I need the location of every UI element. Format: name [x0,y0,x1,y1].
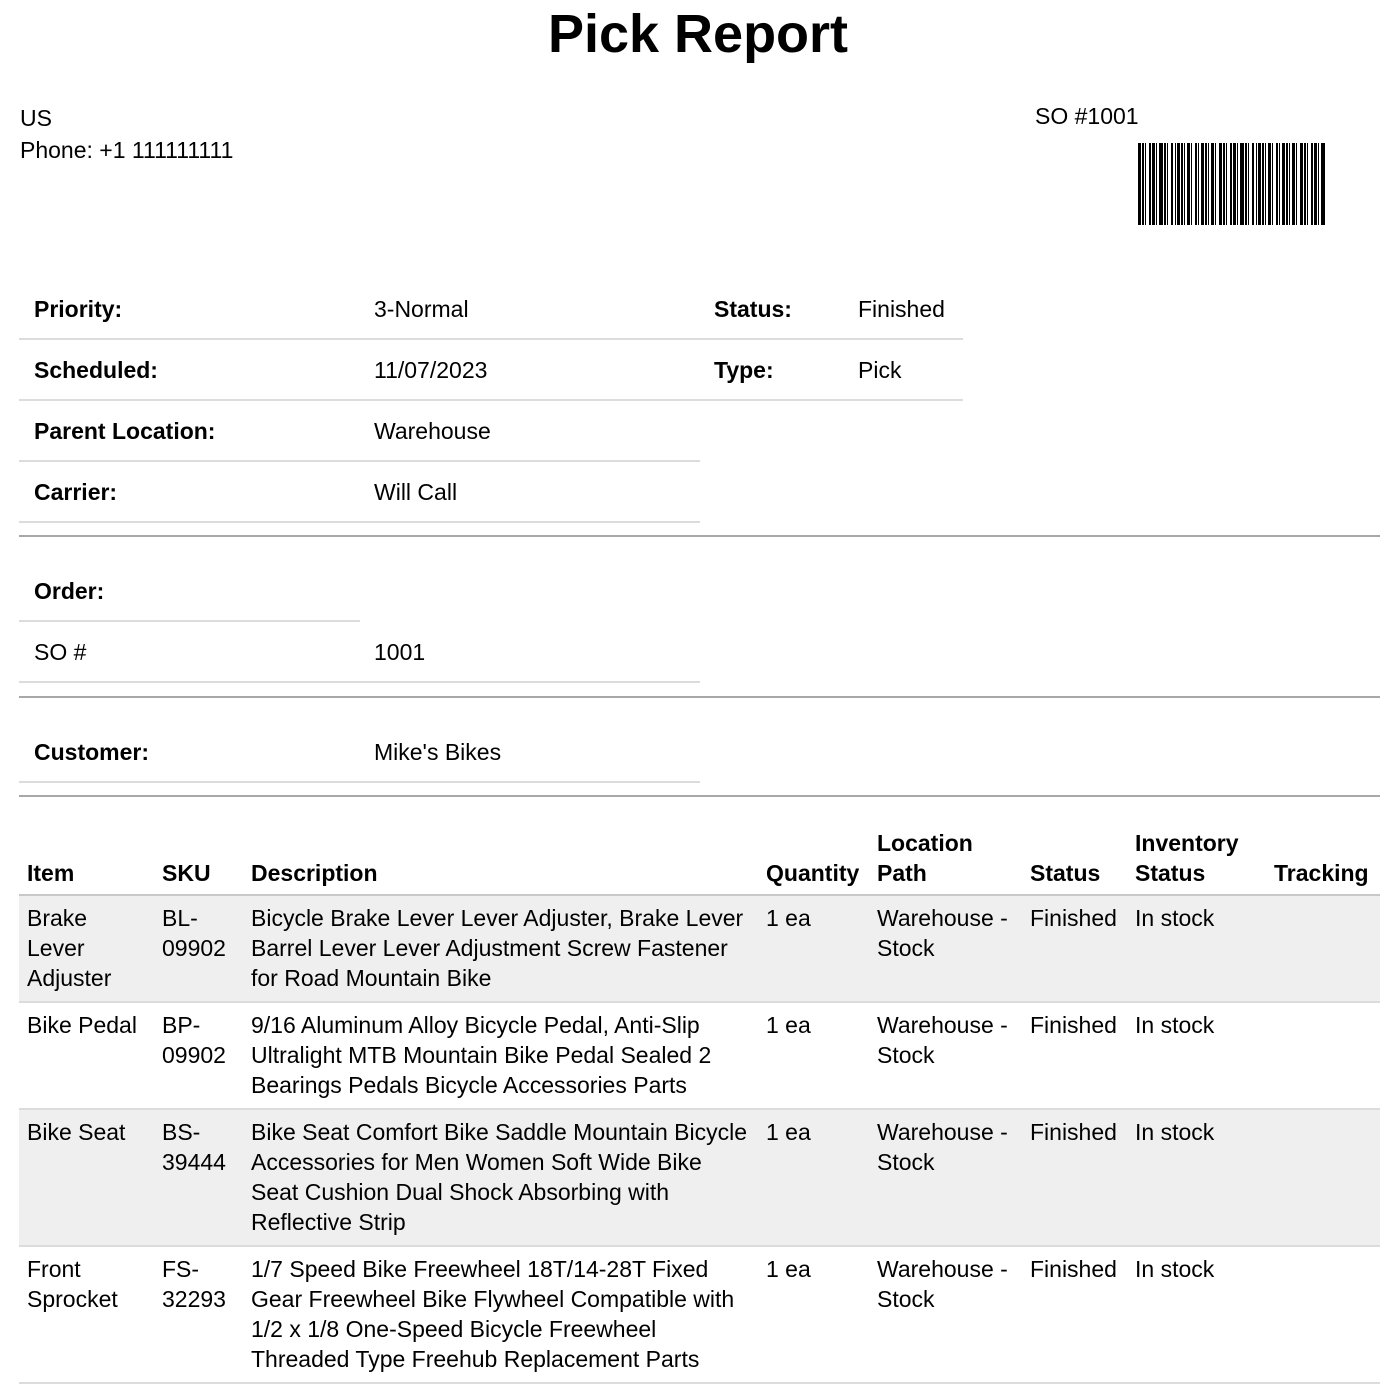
details-row-priority [19,280,963,340]
cell-location-path: Warehouse - Stock [869,895,1022,1002]
status-value: Finished [858,296,945,322]
cell-sku: BS-39444 [154,1109,243,1246]
priority-value: 3-Normal [374,296,469,322]
col-header-location-path: Location Path [869,820,1022,895]
col-header-quantity: Quantity [758,820,869,895]
cell-location-path: Warehouse - Stock [869,1246,1022,1383]
type-value: Pick [858,357,902,383]
section-divider [19,795,1380,797]
cell-quantity: 1 ea [758,1002,869,1109]
status-label: Status: [714,296,792,322]
page-title: Pick Report [547,4,849,64]
table-header-row [19,820,1380,895]
cell-quantity: 1 ea [758,1246,869,1383]
cell-quantity: 1 ea [758,1109,869,1246]
scheduled-label: Scheduled: [34,357,158,383]
col-header-sku: SKU [154,820,243,895]
order-so-label: SO # [34,639,87,665]
customer-value: Mike's Bikes [374,739,502,765]
cell-inventory-status: In stock [1127,895,1266,1002]
cell-tracking [1266,1109,1380,1246]
col-header-description: Description [243,820,758,895]
cell-location-path: Warehouse - Stock [869,1109,1022,1246]
cell-description: Bicycle Brake Lever Lever Adjuster, Brake Lever Barrel Lever Lever Adjustment Screw Fastener for Road Mountain Bike [243,895,758,1002]
parent-location-label: Parent Location: [34,418,216,444]
barcode-image [1138,143,1326,225]
col-header-tracking: Tracking [1266,820,1380,895]
cell-status: Finished [1022,1002,1127,1109]
cell-tracking [1266,1002,1380,1109]
scheduled-value: 11/07/2023 [374,357,488,383]
cell-status: Finished [1022,895,1127,1002]
col-header-item: Item [19,820,154,895]
cell-sku: BL-09902 [154,895,243,1002]
col-header-status: Status [1022,820,1127,895]
cell-status: Finished [1022,1109,1127,1246]
cell-item: Bike Pedal [19,1002,154,1109]
cell-tracking [1266,895,1380,1002]
section-divider [19,696,1380,698]
section-divider [19,535,1380,537]
cell-tracking [1266,1246,1380,1383]
cell-item: Bike Seat [19,1109,154,1246]
customer-row [19,723,700,783]
order-so-row [19,623,700,683]
type-label: Type: [714,357,774,383]
parent-location-value: Warehouse [374,418,491,444]
table-row [19,895,1380,1002]
cell-quantity: 1 ea [758,895,869,1002]
cell-inventory-status: In stock [1127,1109,1266,1246]
company-phone: Phone: +1 111111111 [20,137,234,163]
so-number-header: SO #1001 [1035,103,1139,129]
details-row-parent-location [19,402,700,462]
cell-description: 9/16 Aluminum Alloy Bicycle Pedal, Anti-Slip Ultralight MTB Mountain Bike Pedal Sealed 2 Bearings Pedals Bicycle Accessories Parts [243,1002,758,1109]
details-row-carrier [19,463,700,523]
table-row [19,1002,1380,1109]
company-country: US [20,105,52,131]
cell-item: Brake Lever Adjuster [19,895,154,1002]
cell-inventory-status: In stock [1127,1002,1266,1109]
order-heading-row [19,562,360,622]
cell-inventory-status: In stock [1127,1246,1266,1383]
details-row-scheduled [19,341,963,401]
pick-items-table [19,820,1380,1384]
cell-description: Bike Seat Comfort Bike Saddle Mountain Bicycle Accessories for Men Women Soft Wide Bike Seat Cushion Dual Shock Absorbing with Reflective Strip [243,1109,758,1246]
cell-description: 1/7 Speed Bike Freewheel 18T/14-28T Fixed Gear Freewheel Bike Flywheel Compatible with 1/2 x 1/8 One-Speed Bicycle Freewheel Threaded Type Freehub Replacement Parts [243,1246,758,1383]
cell-sku: BP-09902 [154,1002,243,1109]
cell-location-path: Warehouse - Stock [869,1002,1022,1109]
order-so-value: 1001 [374,639,426,665]
cell-status: Finished [1022,1246,1127,1383]
cell-item: Front Sprocket [19,1246,154,1383]
carrier-value: Will Call [374,479,458,505]
carrier-label: Carrier: [34,479,118,505]
table-row [19,1109,1380,1246]
table-row [19,1246,1380,1383]
company-address [20,102,233,166]
customer-label: Customer: [34,739,150,765]
priority-label: Priority: [34,296,123,322]
order-heading: Order: [34,578,105,604]
cell-sku: FS-32293 [154,1246,243,1383]
col-header-inventory-status: Inventory Status [1127,820,1266,895]
